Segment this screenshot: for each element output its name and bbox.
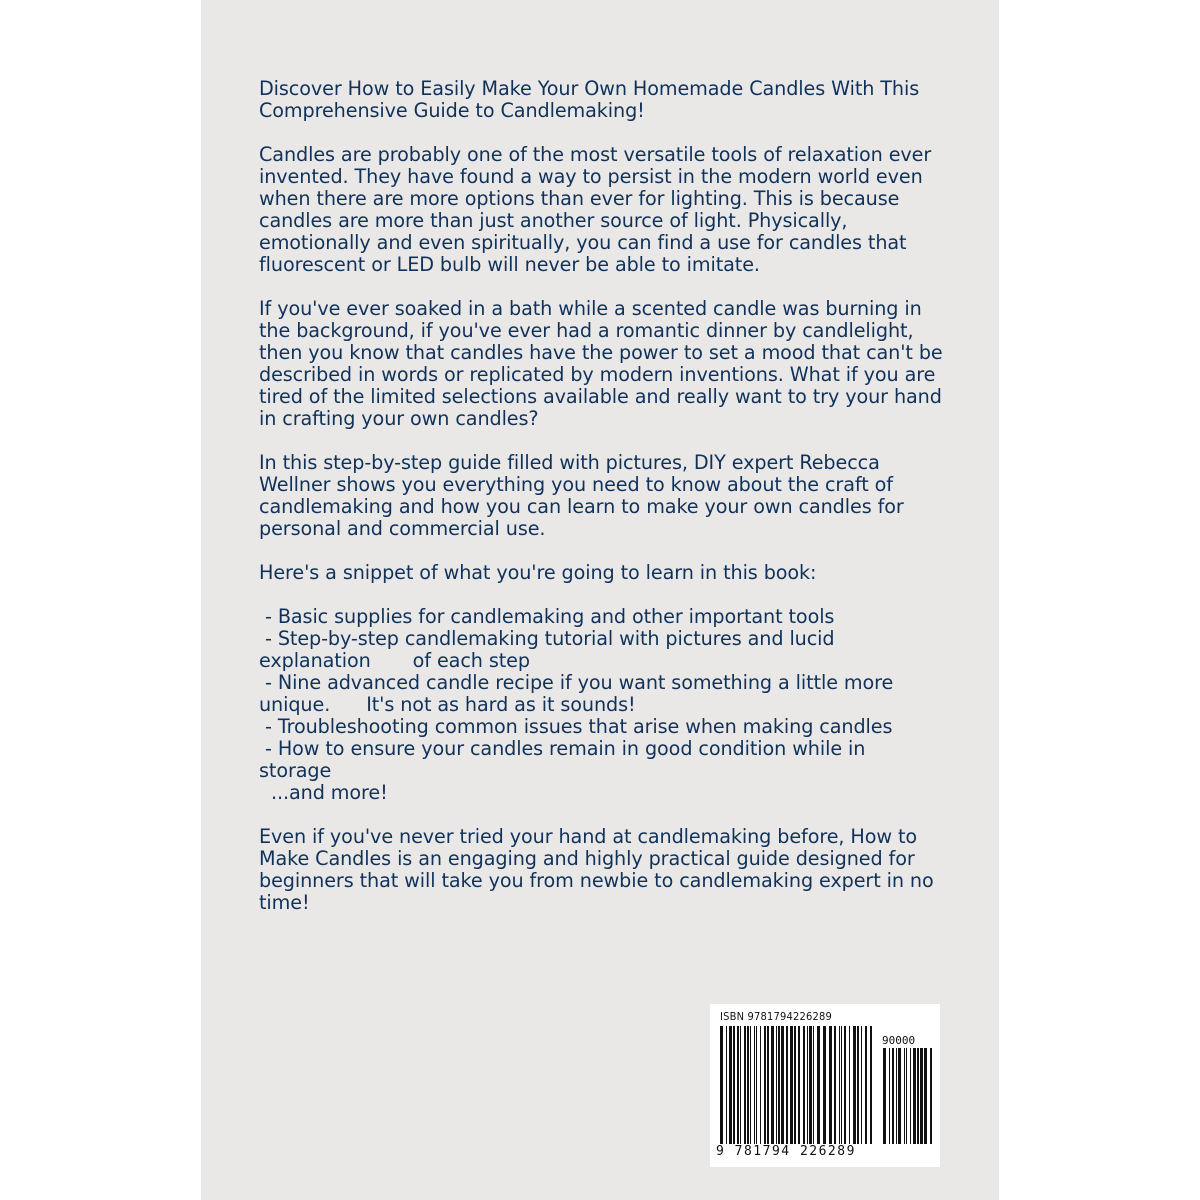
list-item: - Nine advanced candle recipe if you want something a little more xyxy=(259,671,894,694)
list-item: - Troubleshooting common issues that arise when making candles xyxy=(259,715,893,738)
feature-list xyxy=(259,606,949,804)
book-blurb xyxy=(259,78,949,936)
blurb-paragraph-2: If you've ever soaked in a bath while a scented candle was burning in the background, if you've ever had a romantic dinner by candlelight, then you know that candles have the power to set a mood that can't be described in words or replicated by modern inventions. What if you are tired of the limited selections available and really want to try your hand in crafting your own candles? xyxy=(259,297,943,430)
isbn-barcode-icon xyxy=(718,1026,874,1144)
isbn-label: ISBN 9781794226289 xyxy=(720,1010,832,1023)
list-item: ...and more! xyxy=(259,781,388,804)
blurb-closing: Even if you've never tried your hand at candlemaking before, How to Make Candles is an engaging and highly practical guide designed for beginners that will take you from newbie to candlemaking expert in no time! xyxy=(259,825,934,914)
list-item: - Step-by-step candlemaking tutorial with pictures and lucid xyxy=(259,627,835,650)
blurb-paragraph-3: In this step-by-step guide filled with pictures, DIY expert Rebecca Wellner shows you everything you need to know about the craft of candlemaking and how you can learn to make your own candles for personal and commercial use. xyxy=(259,451,904,540)
barcode-digits: 9 781794 226289 xyxy=(716,1144,856,1159)
list-item: - How to ensure your candles remain in good condition while in xyxy=(259,737,866,760)
list-item: explanation of each step xyxy=(259,649,530,672)
price-code: 90000 xyxy=(882,1034,916,1047)
snippet-intro: Here's a snippet of what you're going to learn in this book: xyxy=(259,561,817,584)
list-item: storage xyxy=(259,759,332,782)
barcode-panel xyxy=(710,1004,940,1167)
list-item: - Basic supplies for candlemaking and other important tools xyxy=(259,605,835,628)
list-item: unique. It's not as hard as it sounds! xyxy=(259,693,636,716)
blurb-heading: Discover How to Easily Make Your Own Homemade Candles With This Comprehensive Guide to Candlemaking! xyxy=(259,77,920,122)
price-barcode-icon xyxy=(882,1048,932,1144)
blurb-paragraph-1: Candles are probably one of the most versatile tools of relaxation ever invented. They have found a way to persist in the modern world even when there are more options than ever for lighting. This is because candles are more than just another source of light. Physically, emotionally and even spiritually, you can find a use for candles that fluorescent or LED bulb will never be able to imitate. xyxy=(259,143,932,276)
